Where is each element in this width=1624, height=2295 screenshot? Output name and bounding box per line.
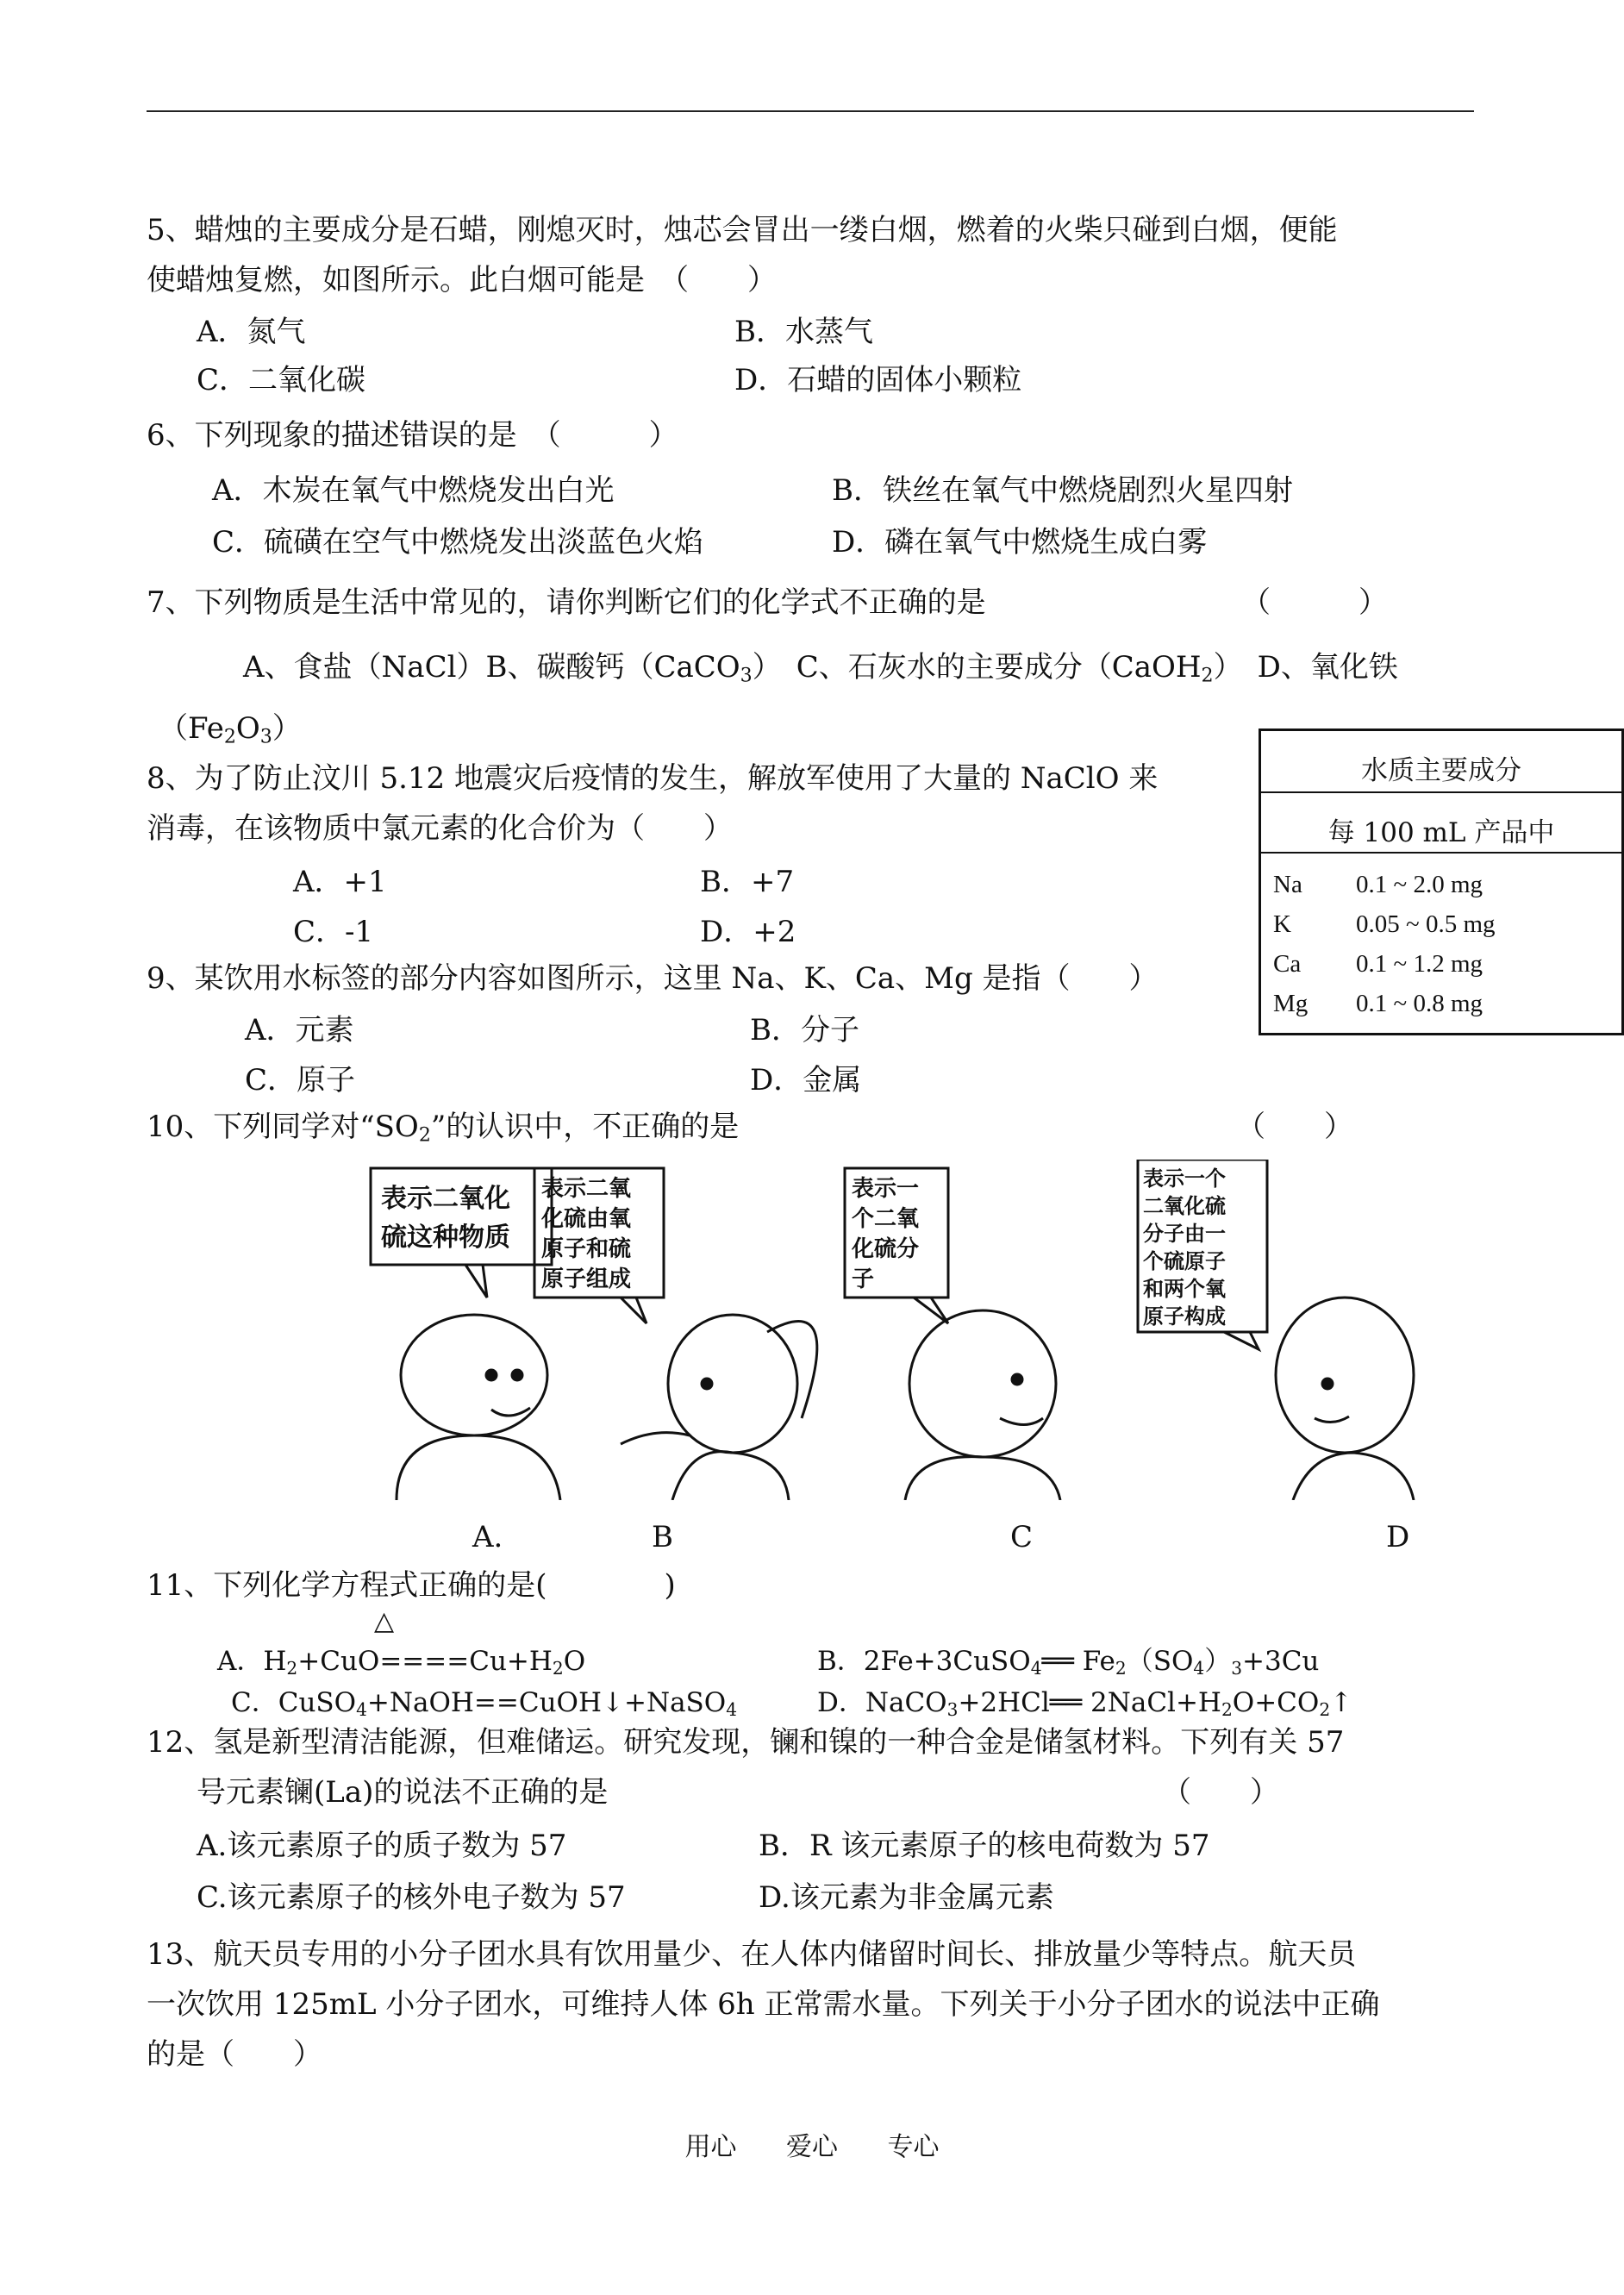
water-label-box bbox=[1259, 729, 1624, 1035]
q7-bracket: （ ） bbox=[1241, 585, 1388, 620]
bubble-d-line: 个硫原子 bbox=[1143, 1248, 1226, 1273]
q12-option-d: D.该元素为非金属元素 bbox=[759, 1880, 1054, 1915]
water-row-ca: Ca 0.1 ~ 1.2 mg bbox=[1273, 950, 1483, 978]
q10-label-c: C bbox=[1010, 1520, 1034, 1554]
q7-stem: 7、下列物质是生活中常见的，请你判断它们的化学式不正确的是 bbox=[147, 585, 986, 620]
q9-option-c: C．原子 bbox=[245, 1063, 356, 1097]
bubble-a-line: 硫这种物质 bbox=[381, 1223, 510, 1253]
bubble-d-line: 原子构成 bbox=[1143, 1304, 1226, 1329]
q13-stem-line3: 的是（ ） bbox=[147, 2037, 322, 2072]
figure-b-girl bbox=[621, 1315, 817, 1500]
figure-c-boy bbox=[905, 1310, 1060, 1500]
q10-bracket: （ ） bbox=[1236, 1110, 1353, 1144]
q12-stem-line1: 12、氢是新型清洁能源，但难储运。研究发现，镧和镍的一种合金是储氢材料。下列有关 57 bbox=[147, 1725, 1345, 1760]
bubble-c-line: 个二氧 bbox=[852, 1206, 920, 1232]
water-row-na: Na 0.1 ~ 2.0 mg bbox=[1273, 871, 1483, 898]
footer-text: 用心 bbox=[684, 2132, 737, 2162]
bubble-d-line: 表示一个 bbox=[1143, 1166, 1226, 1191]
page-footer bbox=[0, 2125, 1624, 2163]
q12-option-a: A.该元素原子的质子数为 57 bbox=[197, 1829, 567, 1863]
q5-option-b: B．水蒸气 bbox=[734, 315, 873, 349]
water-label-subtitle: 每 100 mL 产品中 bbox=[1327, 817, 1555, 848]
footer-text: 爱心 bbox=[786, 2132, 838, 2162]
figure-d-boy bbox=[1276, 1298, 1414, 1500]
q11-stem: 11、下列化学方程式正确的是( ) bbox=[147, 1568, 676, 1603]
bubble-b-line: 原子和硫 bbox=[541, 1236, 632, 1262]
q9-stem: 9、某饮用水标签的部分内容如图所示，这里 Na、K、Ca、Mg 是指（ ） bbox=[147, 961, 1159, 996]
header-rule bbox=[147, 110, 1474, 112]
q5-option-d: D．石蜡的固体小颗粒 bbox=[734, 363, 1022, 397]
q6-option-a: A．木炭在氧气中燃烧发出白光 bbox=[212, 473, 615, 508]
bubble-b-line: 原子组成 bbox=[541, 1266, 632, 1292]
q10-label-a: A. bbox=[472, 1520, 503, 1554]
q13-stem-line1: 13、航天员专用的小分子团水具有饮用量少、在人体内储留时间长、排放量少等特点。航天员 bbox=[147, 1937, 1357, 1972]
q7-option-b: B、碳酸钙（CaCO$_3$） bbox=[485, 650, 767, 687]
q7-option-c: C、石灰水的主要成分（CaOH$_2$） bbox=[796, 650, 1228, 687]
bubble-a-line: 表示二氧化 bbox=[381, 1184, 510, 1214]
q6-option-d: D．磷在氧气中燃烧生成白雾 bbox=[832, 525, 1208, 560]
q9-option-d: D．金属 bbox=[750, 1063, 862, 1097]
q13-stem-line2: 一次饮用 125mL 小分子团水，可维持人体 6h 正常需水量。下列关于小分子团水的说法中正确 bbox=[147, 1987, 1380, 2022]
bubble-b-line: 表示二氧 bbox=[541, 1176, 632, 1202]
q11-heat-symbol: △ bbox=[374, 1606, 395, 1636]
q10-label-b: B bbox=[652, 1520, 673, 1554]
q10-stem: 10、下列同学对“$SO_2$”的认识中，不正确的是 bbox=[147, 1110, 740, 1147]
water-row-k: K 0.05 ~ 0.5 mg bbox=[1273, 910, 1496, 938]
q7-option-d-formula: $(Fe_2O_3)$ bbox=[159, 711, 302, 748]
figure-a-boy bbox=[397, 1315, 560, 1500]
q8-option-d: D．+2 bbox=[700, 915, 796, 949]
q5-option-c: C．二氧化碳 bbox=[197, 363, 366, 397]
q12-option-c: C.该元素原子的核外电子数为 57 bbox=[197, 1880, 626, 1915]
q8-option-c: C．-1 bbox=[293, 915, 374, 949]
q11-option-c: C．CuSO$_4$+NaOH==CuOH↓+NaSO$_4$ bbox=[231, 1687, 738, 1721]
bubble-d-line: 二氧化硫 bbox=[1143, 1193, 1226, 1218]
q10-label-d: D bbox=[1386, 1520, 1410, 1554]
q7-option-a: A、食盐（NaCl） bbox=[243, 650, 486, 685]
q11-option-a: A．$H_2+CuO====Cu+H_2O$ bbox=[217, 1646, 586, 1679]
q9-option-b: B．分子 bbox=[750, 1013, 859, 1047]
bubble-d-line: 分子由一 bbox=[1143, 1221, 1226, 1246]
q11-option-b: B．2Fe+3CuSO$_4$══ $Fe_2(SO_4)_3+3Cu$ bbox=[817, 1646, 1320, 1679]
q12-bracket: （ ） bbox=[1162, 1775, 1279, 1810]
q5-stem-line1: 5、蜡烛的主要成分是石蜡，刚熄灭时，烛芯会冒出一缕白烟，燃着的火柴只碰到白烟，便能 bbox=[147, 213, 1338, 247]
bubble-d-line: 和两个氧 bbox=[1143, 1276, 1226, 1301]
bubble-c-line: 化硫分 bbox=[852, 1236, 920, 1262]
q5-stem-line2: 使蜡烛复燃，如图所示。此白烟可能是 （ ） bbox=[147, 263, 777, 297]
q7-options-line bbox=[243, 650, 1398, 687]
q12-option-b: B．R 该元素原子的核电荷数为 57 bbox=[759, 1829, 1210, 1863]
q9-option-a: A．元素 bbox=[245, 1013, 354, 1047]
q12-stem-line2: 号元素镧(La)的说法不正确的是 bbox=[197, 1775, 609, 1810]
q7-option-d: D、氧化铁 bbox=[1257, 650, 1398, 685]
water-label-title: 水质主要成分 bbox=[1361, 755, 1521, 786]
water-label-divider bbox=[1261, 791, 1621, 793]
bubble-b-line: 化硫由氧 bbox=[541, 1206, 632, 1232]
footer-text: 专心 bbox=[887, 2132, 940, 2162]
q6-option-b: B．铁丝在氧气中燃烧剧烈火星四射 bbox=[832, 473, 1293, 508]
water-label-divider bbox=[1261, 852, 1621, 854]
q8-stem-line1: 8、为了防止汶川 5.12 地震灾后疫情的发生，解放军使用了大量的 NaClO 来 bbox=[147, 761, 1159, 796]
q6-option-c: C．硫磺在空气中燃烧发出淡蓝色火焰 bbox=[212, 525, 704, 560]
q11-option-d: D．NaCO$_3$+2HCl══ $2NaCl+H_2O+CO_2↑$ bbox=[817, 1687, 1353, 1721]
q8-stem-line2: 消毒，在该物质中氯元素的化合价为（ ） bbox=[147, 811, 733, 846]
q6-stem: 6、下列现象的描述错误的是 （ ） bbox=[147, 418, 678, 453]
q10-cartoon-illustration bbox=[362, 1160, 1526, 1500]
q5-option-a: A．氮气 bbox=[197, 315, 306, 349]
q8-option-a: A．+1 bbox=[293, 865, 387, 899]
bubble-c-line: 表示一 bbox=[852, 1176, 920, 1202]
bubble-c-line: 子 bbox=[852, 1266, 875, 1292]
q8-option-b: B．+7 bbox=[700, 865, 795, 899]
water-row-mg: Mg 0.1 ~ 0.8 mg bbox=[1273, 990, 1483, 1017]
